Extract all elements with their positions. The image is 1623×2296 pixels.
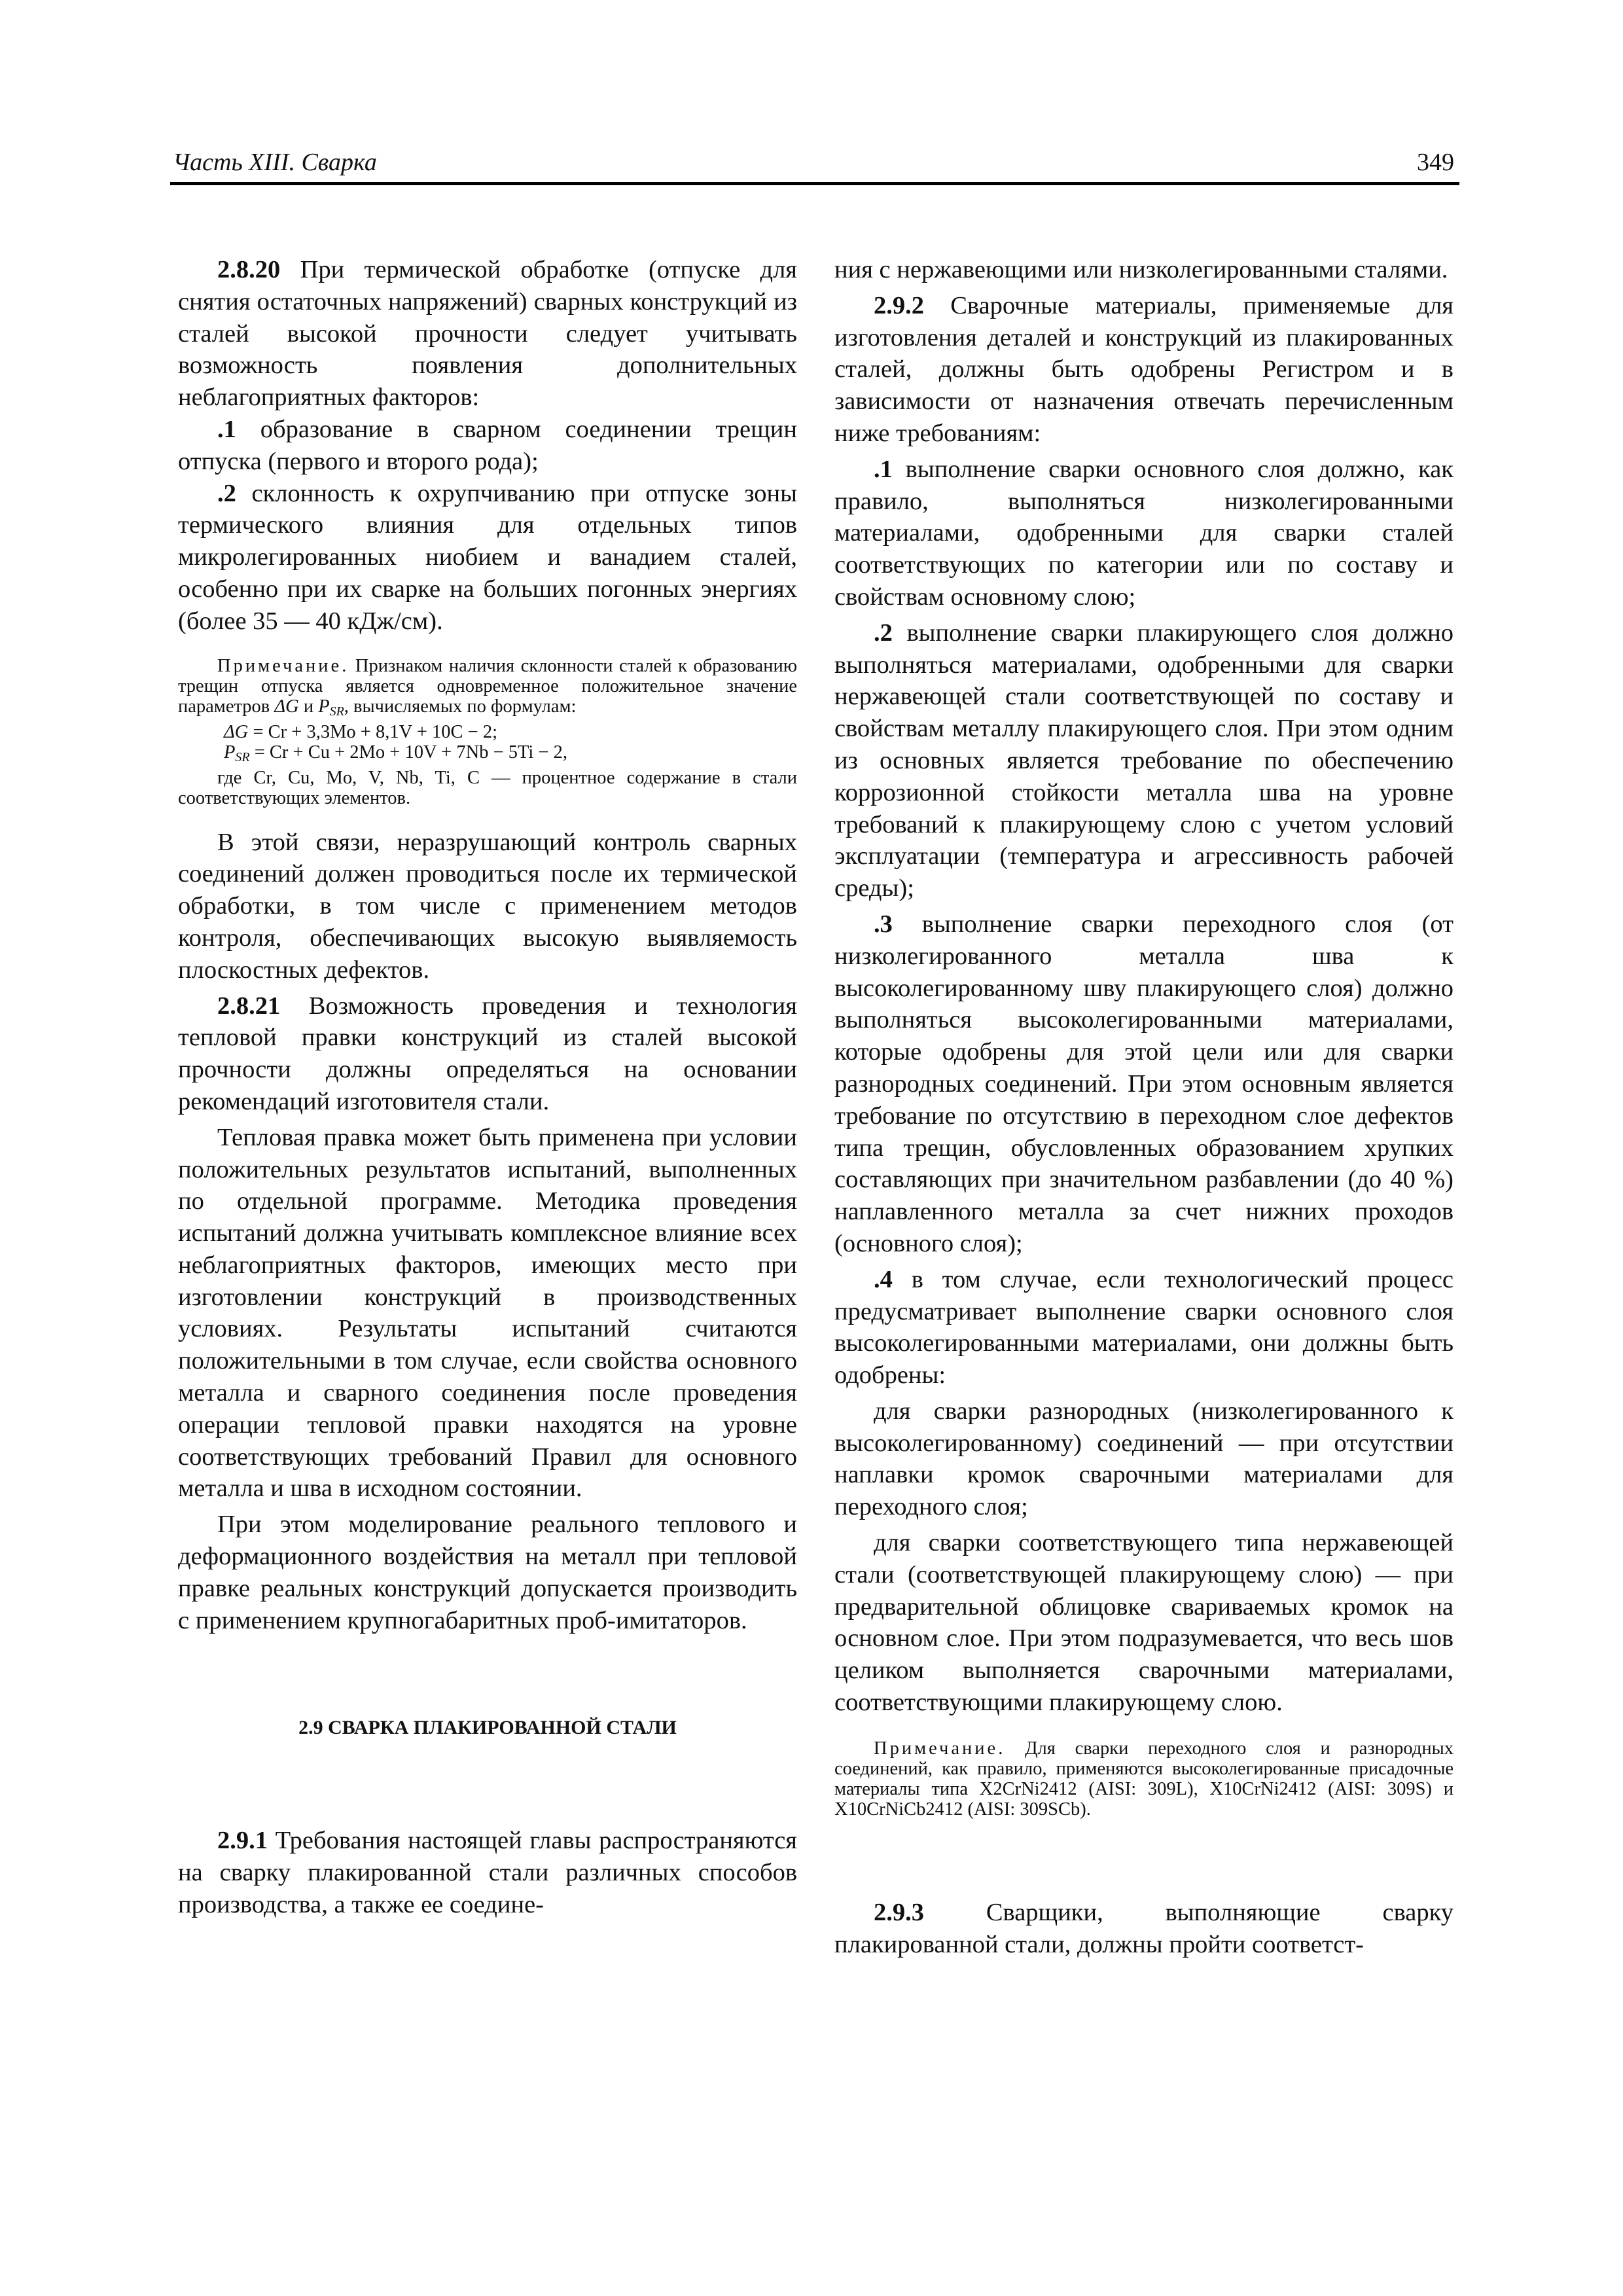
clause-number: 2.9.2 (874, 291, 924, 319)
running-header (170, 145, 1459, 185)
formula-psr: $P_{SR} = Cr + Cu + 2Mo + 10V + 7Nb - 5Ti - 2$, (224, 742, 568, 764)
paragraph-ndt: В этой связи, неразрушающий контроль сварных соединений должен проводиться после их термической обработки, в том числе с применением методов контроля, обеспечивающих высокую выявляемость плоскостных дефектов. (178, 828, 797, 984)
item-text: выполнение сварки переходного слоя (от низколегированного металла шва к высоколегированному шву плакирующего слоя) должно выполняться высоколегированными материалами, которые одобрены для этой цели или для сварки разнородных соединений. При этом основным является требование по отсутствию в переходном слое дефектов типа трещин, обусловленных образованием хрупких составляющих при значительном разбавлении (до 40 %) наплавленного металла за счет нижних проходов (основного слоя); (834, 910, 1454, 1257)
item-text: выполнение сварки основного слоя должно, как правило, выполняться низколегированными материалами, одобренными для сварки сталей соответствующих по категории или по составу и свойствам основному слою; (834, 455, 1454, 611)
item-number: .2 (874, 619, 893, 647)
paragraph-text: При термической обработке (отпуске для снятия остаточных напряжений) сварных конструкций из сталей высокой прочности следует учитывать возможность появления дополнительных неблагоприятных факторов: (178, 256, 797, 412)
paragraph-stainless: для сварки соответствующего типа нержавеющей стали (соответствующей плакирующему слою) — при предварительной облицовке свариваемых кромок на основном слое. При этом подразумевается, что весь шов целиком выполняется сварочными материалами, соответствующими плакирующему слою. (834, 1529, 1454, 1717)
item-text: выполнение сварки плакирующего слоя должно выполняться материалами, одобренными для сварки нержавеющей стали соответствующей по составу и свойствам металлу плакирующего слоя. При этом одним из основных является требование по обеспечению коррозионной стойкости металла шва на уровне требований к плакирующему слою с учетом условий эксплуатации (температура и агрессивность рабочей среды); (834, 619, 1454, 903)
item-text: склонность к охрупчиванию при отпуске зоны термического влияния для отдельных типов микролегированных ниобием и ванадием сталей, особенно при их сварке на больших погонных энергиях (более 35 — 40 кДж/см). (178, 479, 797, 635)
paragraph-2-8-21 (178, 990, 797, 1118)
left-column (178, 254, 797, 1921)
list-item-2 (834, 617, 1454, 905)
item-number: .1 (874, 455, 893, 483)
formula-delta-g: ΔG = Cr + 3,3Mo + 8,1V + 10C − 2; (224, 721, 498, 742)
paragraph-2-9-3 (834, 1897, 1454, 1961)
item-text: образование в сварном соединении трещин отпуска (первого и второго рода); (178, 415, 797, 475)
list-item-4 (834, 1264, 1454, 1391)
paragraph-modeling: При этом моделирование реального теплового и деформационного воздействия на металл при тепловой правке реальных конструкций допускается производить с применением крупногабаритных проб-имитаторов. (178, 1511, 797, 1634)
item-number: .2 (217, 479, 236, 507)
list-item-1 (178, 414, 797, 478)
section-title-2-9: 2.9 СВАРКА ПЛАКИРОВАННОЙ СТАЛИ (298, 1717, 677, 1739)
item-number: .4 (874, 1265, 893, 1293)
clause-number: 2.9.1 (217, 1827, 268, 1855)
paragraph-2-9-1 (178, 1825, 797, 1920)
paragraph-2-8-20 (178, 254, 797, 414)
clause-number: 2.8.20 (217, 256, 281, 283)
item-number: .1 (217, 415, 236, 443)
formula-legend: где Cr, Cu, Mo, V, Nb, Ti, C — процентное содержание в стали соответствующих элементов. (178, 767, 797, 808)
clause-number: 2.8.21 (217, 992, 281, 1020)
note-text: Примечание. Признаком наличия склонности сталей к образованию трещин отпуска является одновременное положительное значение параметров ΔG и $P_{SR}$, вычисляемых по формулам: (178, 655, 797, 719)
right-column (834, 254, 1454, 1960)
note-text: Примечание. Для сварки переходного слоя и разнородных соединений, как правило, применяются высоколегированные присадочные материалы типа X2CrNi2412 (AISI: 309L), X10CrNi2412 (AISI: 309S) и X10CrNiCb2412 (AISI: 309SCb). (834, 1738, 1454, 1820)
paragraph-text: Сварщики, выполняющие сварку плакированной стали, должны пройти соответст- (834, 1898, 1454, 1958)
page-number: 349 (1417, 149, 1454, 176)
list-item-3 (834, 908, 1454, 1260)
paragraph-dissimilar-joints: для сварки разнородных (низколегированного к высоколегированному) соединений — при отсутствии наплавки кромок сварочными материалами для переходного слоя; (834, 1397, 1454, 1521)
paragraph-thermal-straightening: Тепловая правка может быть применена при условии положительных результатов испытаний, выполненных по отдельной программе. Методика проведения испытаний должна учитывать комплексное влияние всех неблагоприятных факторов, имеющих место при изготовлении конструкций в производственных условиях. Результаты испытаний считаются положительными в том случае, если свойства основного металла и сварного соединения после проведения операции тепловой правки находятся на уровне соответствующих требований Правил для основного металла и шва в исходном состоянии. (178, 1123, 797, 1503)
paragraph-2-9-2 (834, 290, 1454, 450)
list-item-2 (178, 478, 797, 637)
note-label: Примечание. (874, 1738, 1006, 1759)
paragraph-text: Сварочные материалы, применяемые для изготовления деталей и конструкций из плакированных сталей, должны быть одобрены Регистром и в зависимости от назначения отвечать перечисленным ниже требованиям: (834, 291, 1454, 447)
note-filler-materials (834, 1738, 1454, 1820)
item-text: в том случае, если технологический процесс предусматривает выполнение сварки основного слоя высоколегированными материалами, они должны быть одобрены: (834, 1265, 1454, 1390)
paragraph-continuation: ния с нержавеющими или низколегированными сталями. (834, 256, 1448, 283)
running-header-title: Часть XIII. Сварка (173, 149, 377, 176)
paragraph-text: Требования настоящей главы распространяются на сварку плакированной стали различных способов производства, а также ее соедине- (178, 1827, 797, 1919)
paragraph-text: Возможность проведения и технология тепловой правки конструкций из сталей высокой прочности должны определяться на основании рекомендаций изготовителя стали. (178, 992, 797, 1115)
list-item-1 (834, 454, 1454, 613)
item-number: .3 (874, 910, 893, 938)
note-label: Примечание. (217, 655, 349, 676)
clause-number: 2.9.3 (874, 1898, 924, 1926)
note-temper-cracking (178, 656, 797, 808)
